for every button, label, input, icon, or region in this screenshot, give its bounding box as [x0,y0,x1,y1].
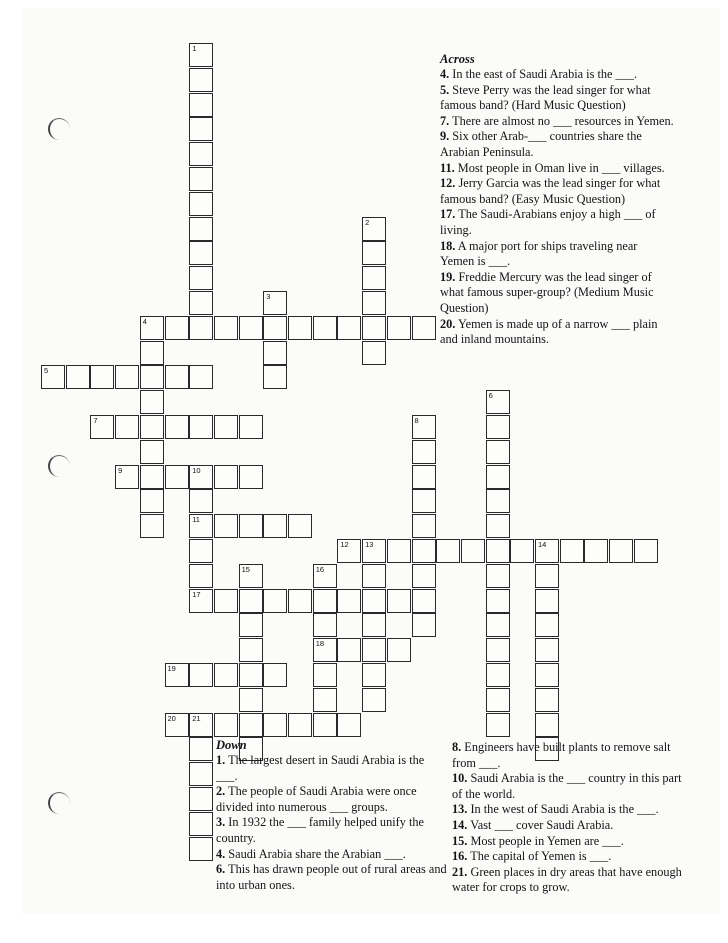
answer-cell[interactable] [486,539,510,563]
answer-cell[interactable] [486,663,510,687]
answer-cell[interactable] [189,415,213,439]
clue-text: The people of Saudi Arabia were once divided into numerous ___ groups. [216,784,417,814]
answer-cell[interactable] [486,688,510,712]
answer-cell[interactable] [140,316,164,340]
answer-cell[interactable] [189,465,213,489]
answer-cell[interactable] [337,539,361,563]
answer-cell[interactable] [263,663,287,687]
clue-number: 1. [216,753,226,767]
clue-text: Most people in Yemen are ___. [467,833,624,848]
answer-cell[interactable] [362,688,386,712]
cell-number: 17 [192,589,201,599]
answer-cell[interactable] [189,266,213,290]
cell-number: 2 [365,217,370,227]
answer-cell[interactable] [239,564,263,588]
clue-17 [440,207,674,238]
answer-cell[interactable] [387,589,411,613]
answer-cell[interactable] [486,638,510,662]
answer-cell[interactable] [412,440,436,464]
clue-text: Steve Perry was the lead singer for what famous band? (Hard Music Question) [440,82,651,113]
clue-text: In the east of Saudi Arabia is the ___. [449,67,638,81]
answer-cell[interactable] [115,365,139,389]
clue-13 [452,802,684,818]
clue-number: 7. [440,113,450,128]
cell-number: 13 [365,540,374,549]
answer-cell[interactable] [584,539,608,563]
answer-cell[interactable] [239,713,263,737]
clue-text: Freddie Mercury was the lead singer of what famous super-group? (Medium Music Question) [440,269,654,315]
clue-7 [440,114,674,130]
answer-cell[interactable] [313,564,337,588]
answer-cell[interactable] [362,241,386,265]
answer-cell[interactable] [239,514,263,538]
answer-cell[interactable] [189,217,213,241]
answer-cell[interactable] [239,638,263,662]
answer-cell[interactable] [189,489,213,513]
clue-number: 18. [440,238,456,253]
answer-cell[interactable] [412,465,436,489]
answer-cell[interactable] [486,514,510,538]
clue-number: 21. [452,864,468,879]
clue-text: Six other Arab-___ countries share the Arabian Peninsula. [440,129,642,159]
clue-number: 13. [452,802,468,817]
answer-cell[interactable] [387,316,411,340]
answer-cell[interactable] [189,713,213,737]
cell-number: 15 [241,564,250,574]
answer-cell[interactable] [535,688,559,712]
clue-9 [440,129,674,160]
cell-number: 3 [266,292,271,301]
answer-cell[interactable] [239,663,263,687]
answer-cell[interactable] [486,489,510,513]
answer-cell[interactable] [189,117,213,141]
answer-cell[interactable] [313,316,337,340]
down-clue-list-right [452,740,684,896]
answer-cell[interactable] [140,415,164,439]
answer-cell[interactable] [239,465,263,489]
answer-cell[interactable] [486,440,510,464]
clue-4 [216,847,448,863]
clue-1 [216,753,448,784]
answer-cell[interactable] [165,663,189,687]
answer-cell[interactable] [387,638,411,662]
answer-cell[interactable] [461,539,485,563]
answer-cell[interactable] [189,365,213,389]
answer-cell[interactable] [337,589,361,613]
answer-cell[interactable] [239,589,263,613]
answer-cell[interactable] [535,663,559,687]
answer-cell[interactable] [140,440,164,464]
across-heading: Across [440,52,475,66]
clue-6 [216,862,448,893]
answer-cell[interactable] [263,365,287,389]
answer-cell[interactable] [140,489,164,513]
cell-number: 12 [340,540,349,549]
clue-number: 10. [452,771,468,786]
answer-cell[interactable] [362,663,386,687]
clue-text: Saudi Arabia share the Arabian ___. [225,846,406,861]
answer-cell[interactable] [189,762,213,786]
answer-cell[interactable] [387,539,411,563]
answer-cell[interactable] [486,589,510,613]
clue-number: 20. [440,316,456,331]
clue-text: This has drawn people out of rural areas and into urban ones. [216,862,447,892]
cell-number: 8 [414,416,419,425]
answer-cell[interactable] [412,316,436,340]
clue-number: 15. [452,833,468,848]
clue-16 [452,849,684,865]
cell-number: 21 [192,713,201,723]
clue-text: There are almost no ___ resources in Yemen. [449,113,674,128]
answer-cell[interactable] [214,316,238,340]
clue-text: Most people in Oman live in ___ villages. [454,160,665,175]
answer-cell[interactable] [288,589,312,613]
answer-cell[interactable] [362,266,386,290]
cell-number: 5 [44,366,49,376]
cell-number: 7 [93,416,98,425]
answer-cell[interactable] [41,365,65,389]
answer-cell[interactable] [263,341,287,365]
down-clue-list-left [216,753,448,893]
answer-cell[interactable] [486,713,510,737]
answer-cell[interactable] [189,43,213,67]
clue-text: In 1932 the ___ family helped unify the country. [216,815,424,845]
answer-cell[interactable] [362,539,386,563]
answer-cell[interactable] [362,291,386,315]
answer-cell[interactable] [288,514,312,538]
down-clues-right [452,740,684,896]
answer-cell[interactable] [189,241,213,265]
answer-cell[interactable] [214,415,238,439]
answer-cell[interactable] [189,142,213,166]
clue-text: Engineers have built plants to remove salt from ___. [452,740,671,770]
answer-cell[interactable] [140,465,164,489]
cell-number: 16 [315,564,325,574]
answer-cell[interactable] [560,539,584,563]
answer-cell[interactable] [313,663,337,687]
across-clues [440,52,674,348]
clue-number: 4. [440,67,450,81]
answer-cell[interactable] [140,341,164,365]
cell-number: 14 [538,540,547,549]
answer-cell[interactable] [337,638,361,662]
answer-cell[interactable] [263,514,287,538]
answer-cell[interactable] [362,341,386,365]
clue-text: The largest desert in Saudi Arabia is the ___. [216,753,425,783]
answer-cell[interactable] [263,589,287,613]
answer-cell[interactable] [115,465,139,489]
answer-cell[interactable] [189,812,213,836]
clue-18 [440,239,674,270]
answer-cell[interactable] [140,390,164,414]
clue-number: 16. [452,849,468,864]
clue-5 [440,83,674,114]
answer-cell[interactable] [165,365,189,389]
cell-number: 9 [118,465,123,475]
answer-cell[interactable] [165,465,189,489]
answer-cell[interactable] [189,663,213,687]
answer-cell[interactable] [263,713,287,737]
clue-3 [216,815,448,846]
clue-number: 9. [440,129,450,144]
clue-number: 11. [440,160,455,175]
answer-cell[interactable] [412,589,436,613]
clue-number: 14. [452,817,468,832]
answer-cell[interactable] [362,613,386,637]
clue-number: 12. [440,176,456,191]
clue-text: In the west of Saudi Arabia is the ___. [467,802,659,817]
answer-cell[interactable] [535,564,559,588]
answer-cell[interactable] [140,365,164,389]
answer-cell[interactable] [486,415,510,439]
answer-cell[interactable] [362,564,386,588]
answer-cell[interactable] [412,415,436,439]
answer-cell[interactable] [189,291,213,315]
answer-cell[interactable] [263,291,287,315]
clue-8 [452,740,684,771]
cell-number: 19 [167,664,176,673]
clue-19 [440,270,674,317]
answer-cell[interactable] [313,638,337,662]
answer-cell[interactable] [535,638,559,662]
answer-cell[interactable] [634,539,658,563]
answer-cell[interactable] [189,787,213,811]
answer-cell[interactable] [140,514,164,538]
answer-cell[interactable] [535,613,559,637]
answer-cell[interactable] [239,415,263,439]
clue-number: 19. [440,269,456,284]
answer-cell[interactable] [189,837,213,861]
clue-number: 3. [216,815,226,830]
clue-14 [452,818,684,834]
answer-cell[interactable] [362,589,386,613]
clue-text: The capital of Yemen is ___. [467,849,612,864]
answer-cell[interactable] [263,316,287,340]
answer-cell[interactable] [165,713,189,737]
answer-cell[interactable] [189,68,213,92]
clue-number: 8. [452,740,462,754]
down-clues-left [216,738,448,893]
answer-cell[interactable] [214,663,238,687]
cell-number: 6 [488,391,493,401]
answer-cell[interactable] [189,192,213,216]
answer-cell[interactable] [412,564,436,588]
answer-cell[interactable] [90,415,114,439]
answer-cell[interactable] [239,688,263,712]
answer-cell[interactable] [486,564,510,588]
answer-cell[interactable] [189,539,213,563]
clue-text: Vast ___ cover Saudi Arabia. [467,817,614,832]
answer-cell[interactable] [90,365,114,389]
clue-12 [440,176,674,207]
answer-cell[interactable] [165,415,189,439]
down-heading: Down [216,738,247,752]
answer-cell[interactable] [214,465,238,489]
answer-cell[interactable] [115,415,139,439]
across-clue-list [440,67,674,348]
answer-cell[interactable] [288,713,312,737]
answer-cell[interactable] [214,589,238,613]
answer-cell[interactable] [239,316,263,340]
answer-cell[interactable] [362,217,386,241]
answer-cell[interactable] [214,713,238,737]
answer-cell[interactable] [189,564,213,588]
clue-21 [452,865,684,896]
clue-number: 4. [216,846,226,861]
answer-cell[interactable] [535,589,559,613]
clue-10 [452,771,684,802]
answer-cell[interactable] [189,167,213,191]
answer-cell[interactable] [362,638,386,662]
clue-number: 2. [216,784,226,799]
answer-cell[interactable] [535,713,559,737]
answer-cell[interactable] [239,613,263,637]
answer-cell[interactable] [189,316,213,340]
answer-cell[interactable] [412,613,436,637]
answer-cell[interactable] [535,539,559,563]
answer-cell[interactable] [313,713,337,737]
cell-number: 4 [142,316,147,326]
clue-number: 17. [440,207,456,222]
answer-cell[interactable] [412,539,436,563]
clue-text: Green places in dry areas that have enough water for crops to grow. [452,864,682,895]
answer-cell[interactable] [288,316,312,340]
clue-text: Yemen is made up of a narrow ___ plain and inland mountains. [440,316,658,347]
answer-cell[interactable] [412,489,436,513]
clue-15 [452,834,684,850]
cell-number: 1 [192,44,197,53]
clue-text: The Saudi-Arabians enjoy a high ___ of living. [440,207,656,237]
answer-cell[interactable] [66,365,90,389]
answer-cell[interactable] [486,613,510,637]
clue-number: 6. [216,862,226,877]
answer-cell[interactable] [189,737,213,761]
answer-cell[interactable] [189,589,213,613]
answer-cell[interactable] [510,539,534,563]
clue-2 [216,784,448,815]
cell-number: 18 [315,639,325,649]
clue-4 [440,67,674,83]
answer-cell[interactable] [214,514,238,538]
answer-cell[interactable] [436,539,460,563]
cell-number: 10 [192,465,201,475]
answer-cell[interactable] [165,316,189,340]
cell-number: 11 [192,515,200,525]
clue-11 [440,161,674,177]
clue-text: Jerry Garcia was the lead singer for what famous band? (Easy Music Question) [440,176,661,206]
clue-text: A major port for ships traveling near Yemen is ___. [440,238,638,269]
answer-cell[interactable] [313,589,337,613]
answer-cell[interactable] [337,713,361,737]
clue-20 [440,317,674,348]
answer-cell[interactable] [609,539,633,563]
answer-cell[interactable] [189,93,213,117]
answer-cell[interactable] [486,390,510,414]
answer-cell[interactable] [313,688,337,712]
answer-cell[interactable] [337,316,361,340]
answer-cell[interactable] [412,514,436,538]
answer-cell[interactable] [486,465,510,489]
answer-cell[interactable] [313,613,337,637]
clue-number: 5. [440,82,450,97]
cell-number: 20 [167,713,176,723]
clue-text: Saudi Arabia is the ___ country in this part of the world. [452,771,682,801]
answer-cell[interactable] [362,316,386,340]
answer-cell[interactable] [189,514,213,538]
